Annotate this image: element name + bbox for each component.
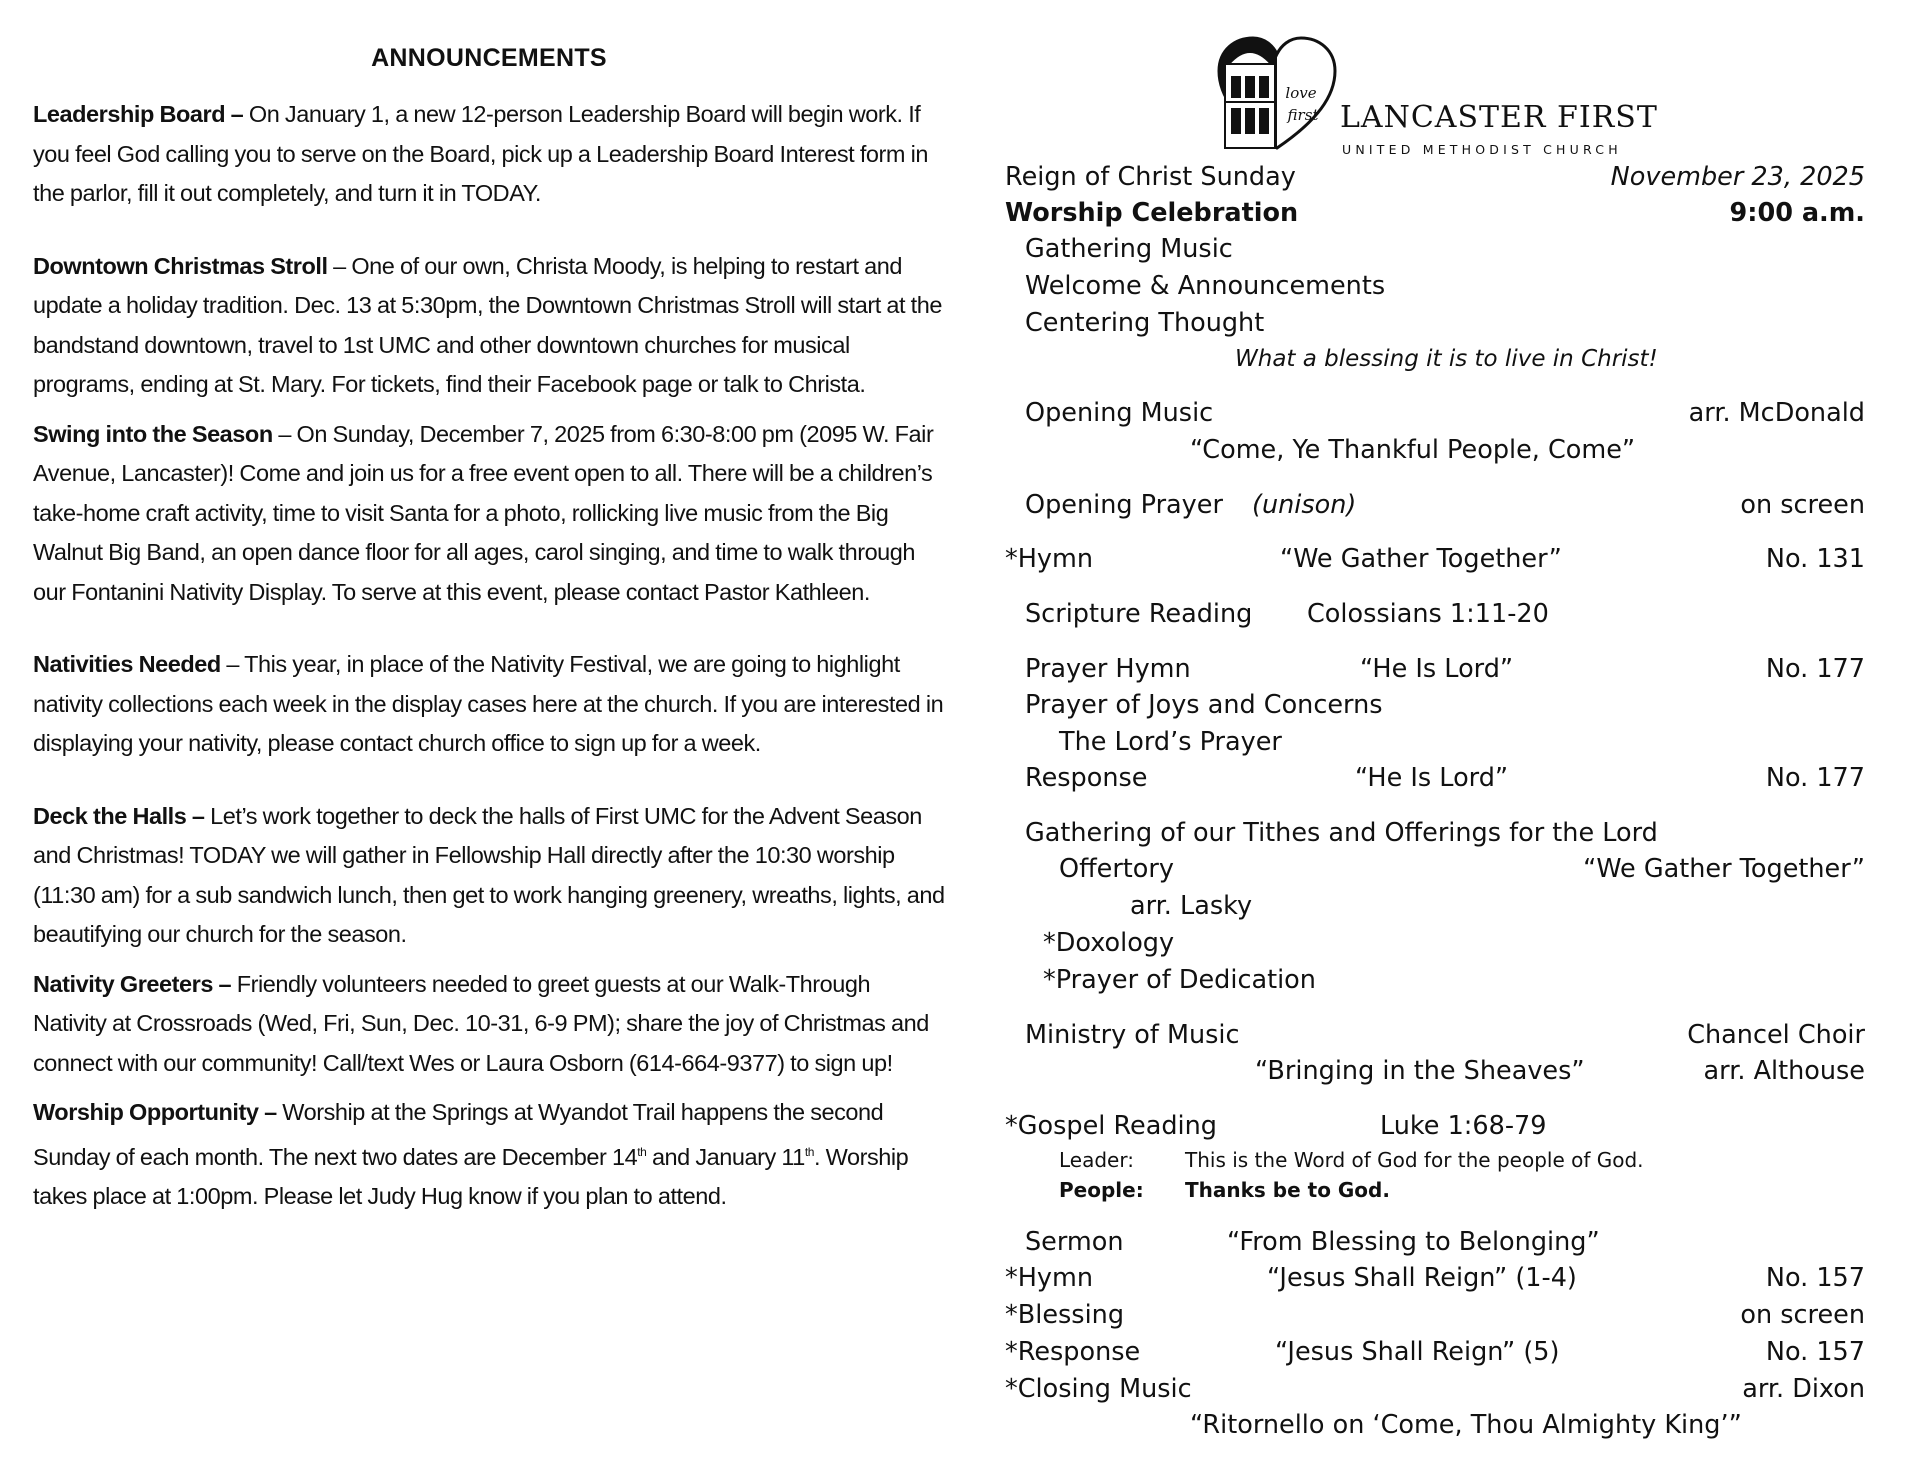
item-label: *Closing Music xyxy=(1005,1374,1192,1404)
item-label: *Gospel Reading xyxy=(1005,1111,1217,1141)
logo-script-love: love xyxy=(1285,84,1317,102)
announcement-heading: Swing into the Season xyxy=(33,420,273,447)
hymn-number: No. 131 xyxy=(1765,544,1865,574)
item-title: “We Gather Together” xyxy=(1583,854,1865,884)
announcement-body: and January 11 xyxy=(646,1143,805,1170)
scripture-reference: Luke 1:68-79 xyxy=(1380,1111,1547,1141)
announcement-body: . Worship takes place at 1:00pm. Please let Judy Hug know if you plan to attend. xyxy=(33,1143,909,1209)
item-label: *Hymn xyxy=(1005,544,1094,574)
item-label: *Doxology xyxy=(1043,928,1175,958)
item-label: Prayer of Joys and Concerns xyxy=(1025,690,1383,720)
announcements-title: ANNOUNCEMENTS xyxy=(371,44,607,72)
item-detail: What a blessing it is to live in Christ! xyxy=(1235,346,1658,372)
item-label: *Prayer of Dedication xyxy=(1043,965,1316,995)
item-arranger: arr. Dixon xyxy=(1742,1374,1865,1404)
item-note: (unison) xyxy=(1252,490,1357,520)
announcement-worship-opportunity xyxy=(33,1093,945,1216)
sunday-name: Reign of Christ Sunday xyxy=(1005,162,1296,192)
item-location: on screen xyxy=(1740,1300,1865,1330)
item-title: “From Blessing to Belonging” xyxy=(1227,1227,1600,1257)
item-title: “Bringing in the Sheaves” xyxy=(1255,1056,1585,1086)
announcement-nativities-needed xyxy=(33,645,945,764)
item-label: *Blessing xyxy=(1005,1300,1125,1330)
item-label: The Lord’s Prayer xyxy=(1059,727,1282,757)
litany-label: People: xyxy=(1059,1178,1144,1202)
litany-label: Leader: xyxy=(1059,1148,1134,1172)
hymn-number: No. 177 xyxy=(1765,763,1865,793)
announcements-column xyxy=(33,44,945,1216)
item-label: Gathering of our Tithes and Offerings for the Lord xyxy=(1025,818,1658,848)
item-title: “Jesus Shall Reign” (5) xyxy=(1275,1337,1560,1367)
announcement-body: Worship at the Springs at Wyandot Trail happens the second Sunday of each month. The next two dates are December 14 xyxy=(33,1099,884,1170)
item-title: “He Is Lord” xyxy=(1360,654,1514,684)
logo-name: LANCASTER FIRST xyxy=(1340,100,1658,135)
logo-subtitle: UNITED METHODIST CHURCH xyxy=(1342,142,1622,157)
announcement-body: On January 1, a new 12-person Leadership Board will begin work. If you feel God calling you to serve on the Board, pick up a Leadership Board Interest form in the parlor, fill it out completely, and turn it in TODAY. xyxy=(33,101,929,206)
item-arranger: arr. Althouse xyxy=(1703,1056,1865,1086)
announcement-heading: Leadership Board – xyxy=(33,101,244,127)
announcement-heading: Worship Opportunity – xyxy=(33,1099,277,1125)
item-label: *Hymn xyxy=(1005,1263,1094,1293)
item-title: “Ritornello on ‘Come, Thou Almighty King’” xyxy=(1190,1410,1742,1440)
announcement-body: Friendly volunteers needed to greet guests at our Walk-Through Nativity at Crossroads (Wed, Fri, Sun, Dec. 10-31, 6-9 PM); share the joy of Christmas and connect with our community! Call/text Wes or Laura Osborn (614-664-9377) to sign up! xyxy=(33,970,929,1076)
litany-text: Thanks be to God. xyxy=(1185,1178,1390,1202)
hymn-number: No. 157 xyxy=(1765,1337,1865,1367)
announcement-nativity-greeters xyxy=(33,965,945,1084)
item-performer: Chancel Choir xyxy=(1687,1020,1865,1050)
item-title: “He Is Lord” xyxy=(1355,763,1509,793)
item-arranger: arr. Lasky xyxy=(1130,891,1253,921)
service-time: 9:00 a.m. xyxy=(1729,198,1865,228)
item-label: *Response xyxy=(1005,1337,1141,1367)
item-label: Scripture Reading xyxy=(1025,599,1253,629)
item-label: Gathering Music xyxy=(1025,234,1233,264)
item-location: on screen xyxy=(1740,490,1865,520)
service-name: Worship Celebration xyxy=(1005,198,1299,228)
item-label: Opening Music xyxy=(1025,398,1214,428)
service-date: November 23, 2025 xyxy=(1610,162,1865,192)
item-title: “Come, Ye Thankful People, Come” xyxy=(1190,435,1636,465)
logo-script-first: first xyxy=(1287,106,1319,124)
announcement-leadership-board xyxy=(33,95,945,214)
scripture-reference: Colossians 1:11-20 xyxy=(1307,599,1549,629)
hymn-number: No. 157 xyxy=(1765,1263,1865,1293)
item-label: Opening Prayer xyxy=(1025,490,1223,520)
litany-text: This is the Word of God for the people of God. xyxy=(1185,1148,1644,1172)
superscript: th xyxy=(804,1144,815,1159)
announcement-body: – On Sunday, December 7, 2025 from 6:30-8:00 pm (2095 W. Fair Avenue, Lancaster)! Come and join us for a free event open to all. There will be a children’s take-home craft activity, time to visit Santa for a photo, rollicking live music from the Big Walnut Big Band, an open dance floor for all ages, carol singing, and time to walk through our Fontanini Nativity Display. To serve at this event, please contact Pastor Kathleen. xyxy=(33,420,934,605)
church-tower-icon xyxy=(1217,36,1337,154)
item-label: Sermon xyxy=(1025,1227,1124,1257)
announcement-body: – This year, in place of the Nativity Festival, we are going to highlight nativity collections each week in the display cases here at the church. If you are interested in displaying your nativity, please contact church office to sign up for a week. xyxy=(33,651,944,756)
announcement-heading: Nativity Greeters – xyxy=(33,970,232,997)
item-label: Response xyxy=(1025,763,1148,793)
item-label: Offertory xyxy=(1059,854,1174,884)
announcement-heading: Deck the Halls – xyxy=(33,802,205,829)
announcement-christmas-stroll xyxy=(33,247,945,405)
announcement-swing-season xyxy=(33,415,945,613)
item-arranger: arr. McDonald xyxy=(1688,398,1865,428)
item-label: Welcome & Announcements xyxy=(1025,271,1386,301)
announcement-heading: Downtown Christmas Stroll xyxy=(33,252,328,279)
announcement-body: – One of our own, Christa Moody, is helping to restart and update a holiday tradition. Dec. 13 at 5:30pm, the Downtown Christmas Stroll will start at the bandstand downtown, travel to 1st UMC and other downtown churches for musical programs, ending at St. Mary. For tickets, find their Facebook page or talk to Christa. xyxy=(33,252,942,397)
announcement-heading: Nativities Needed xyxy=(33,651,221,677)
hymn-number: No. 177 xyxy=(1765,654,1865,684)
item-label: Ministry of Music xyxy=(1025,1020,1240,1050)
church-logo xyxy=(1217,36,1662,157)
item-label: Prayer Hymn xyxy=(1025,654,1191,684)
announcement-body: Let’s work together to deck the halls of First UMC for the Advent Season and Christmas! TODAY we will gather in Fellowship Hall directly after the 10:30 worship (11:30 am) for a sub sandwich lunch, then get to work hanging greenery, wreaths, lights, and beautifying our church for the season. xyxy=(33,802,945,947)
item-title: “We Gather Together” xyxy=(1280,544,1562,574)
announcement-deck-halls xyxy=(33,797,945,955)
superscript: th xyxy=(637,1144,647,1159)
item-title: “Jesus Shall Reign” (1-4) xyxy=(1267,1263,1577,1293)
item-label: Centering Thought xyxy=(1025,308,1265,338)
